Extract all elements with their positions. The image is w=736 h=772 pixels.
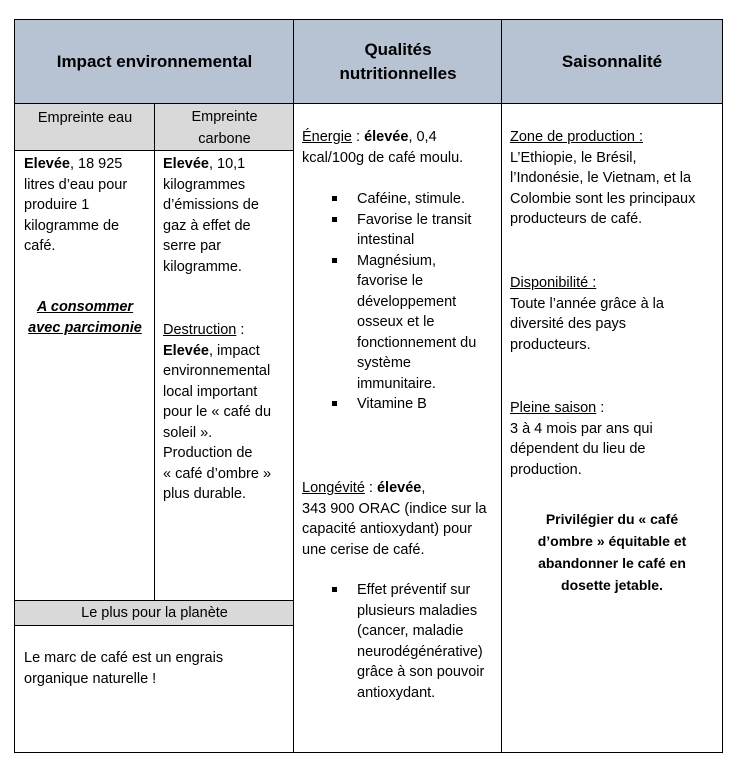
bullet-text: Caféine, stimule. bbox=[357, 191, 465, 207]
bullet-text: neurodégénérative) bbox=[357, 643, 483, 660]
header-impact bbox=[15, 20, 294, 104]
zone-text-0: L’Ethiopie, le Brésil, bbox=[510, 149, 637, 166]
saison-conseil-3: dosette jetable. bbox=[561, 577, 663, 593]
destruction-content bbox=[163, 320, 291, 505]
eau-text-0: , 18 925 bbox=[69, 156, 123, 172]
pleine-block bbox=[510, 398, 720, 480]
bullet-text: Magnésium, bbox=[357, 252, 436, 269]
pleine-text-0: 3 à 4 mois par ans qui bbox=[510, 420, 653, 437]
carbone-bold: Elevée bbox=[163, 156, 209, 172]
zone-text-1: l’Indonésie, le Vietnam, et la bbox=[510, 170, 692, 186]
bullet-text: système bbox=[357, 355, 411, 371]
destruction-text-2: local important bbox=[163, 383, 258, 400]
carbone-text-4: serre par bbox=[163, 238, 222, 254]
carbone-text-2: d’émissions de bbox=[163, 197, 259, 213]
subheader-plus-text: Le plus pour la planète bbox=[81, 605, 228, 621]
eau-text-3: kilogramme de bbox=[24, 217, 120, 234]
longevite-bold: élevée bbox=[376, 480, 422, 496]
carbone-content bbox=[163, 154, 291, 277]
bullets1-block bbox=[357, 189, 499, 415]
divider-header bbox=[14, 103, 723, 104]
energie-rest1: , 0,4 bbox=[408, 129, 437, 145]
destruction-line-0 bbox=[163, 341, 291, 362]
carbone-text-1: kilogrammes bbox=[163, 176, 246, 193]
border-top bbox=[14, 19, 723, 20]
subheader-plus bbox=[15, 601, 294, 625]
subheader-eau-text: Empreinte eau bbox=[37, 110, 133, 126]
carbone-text-0: , 10,1 bbox=[208, 156, 246, 172]
bullet-text: plusieurs maladies bbox=[357, 602, 478, 619]
pleine-colon: : bbox=[596, 400, 605, 416]
destruction-label: Destruction bbox=[163, 322, 237, 338]
bullet-text: immunitaire. bbox=[357, 375, 436, 392]
eau-content bbox=[24, 154, 152, 257]
bullet-text: antioxydant. bbox=[357, 684, 436, 701]
subheader-eau bbox=[15, 104, 155, 150]
dispo-text-0: Toute l’année grâce à la bbox=[510, 295, 664, 312]
bullet-text: osseux et le bbox=[357, 314, 435, 330]
header-saison-text: Saisonnalité bbox=[561, 52, 663, 71]
eau-text-4: café. bbox=[24, 238, 56, 254]
destruction-colon: : bbox=[236, 322, 245, 338]
bullet-item bbox=[357, 394, 499, 415]
plus-text-0: Le marc de café est un engrais bbox=[24, 650, 224, 666]
border-bottom bbox=[14, 752, 723, 753]
destruction-text-5: Production de bbox=[163, 445, 253, 461]
destruction-heading bbox=[163, 320, 291, 341]
bullet-item bbox=[357, 580, 499, 703]
bullet-item bbox=[357, 210, 499, 251]
bullet-text: Effet préventif sur bbox=[357, 582, 471, 598]
bullet-list-1 bbox=[357, 189, 499, 415]
energie-rest2: kcal/100g de café moulu. bbox=[302, 149, 464, 166]
divider-col1 bbox=[293, 19, 294, 753]
destruction-bold: Elevée bbox=[163, 342, 209, 359]
divider-subcol bbox=[154, 104, 155, 601]
longevite-colon: : bbox=[364, 480, 377, 496]
energie-bold: élevée bbox=[364, 129, 409, 145]
header-qualites-line2: nutritionnelles bbox=[339, 64, 457, 83]
longevite-line-0 bbox=[302, 478, 500, 499]
carbone-line-0 bbox=[163, 154, 291, 175]
saison-conseil-0: Privilégier du « café bbox=[545, 511, 679, 527]
bullet-text: grâce à son pouvoir bbox=[357, 664, 485, 680]
eau-conseil-line2: avec parcimonie bbox=[28, 319, 142, 336]
longevite-label: Longévité bbox=[302, 480, 365, 496]
eau-text-2: produire 1 bbox=[24, 197, 90, 213]
plus-content bbox=[24, 648, 292, 689]
longevite-block bbox=[302, 478, 500, 560]
pleine-heading bbox=[510, 398, 720, 419]
header-qualites-line1: Qualités bbox=[364, 40, 432, 59]
zone-block bbox=[510, 127, 720, 230]
divider-col2 bbox=[501, 19, 502, 753]
destruction-text-3: pour le « café du bbox=[163, 404, 272, 420]
saison-conseil bbox=[502, 508, 722, 596]
eau-text-1: litres d’eau pour bbox=[24, 176, 128, 193]
destruction-text-0: , impact bbox=[208, 342, 260, 359]
pleine-text-2: production. bbox=[510, 461, 582, 478]
bullet-text: favorise le bbox=[357, 273, 424, 289]
eau-conseil-line1: A consommer bbox=[36, 299, 134, 315]
divider-plus-top bbox=[14, 600, 294, 601]
energie-colon: : bbox=[351, 129, 365, 145]
carbone-text-3: gaz à effet de bbox=[163, 217, 251, 234]
bullet-text: (cancer, maladie bbox=[357, 623, 464, 639]
border-left bbox=[14, 19, 15, 753]
dispo-block bbox=[510, 273, 720, 355]
subheader-carbone-line1: Empreinte bbox=[191, 109, 258, 125]
energie-block bbox=[302, 127, 500, 168]
energie-line-0 bbox=[302, 127, 500, 148]
bullet-item bbox=[357, 189, 499, 210]
bullet-text: Favorise le transit bbox=[357, 211, 472, 228]
zone-text-2: Colombie sont les principaux bbox=[510, 190, 696, 207]
destruction-text-4: soleil ». bbox=[163, 424, 213, 441]
dispo-text-1: diversité des pays bbox=[510, 316, 627, 332]
longevite-text-2: une cerise de café. bbox=[302, 541, 425, 558]
longevite-text-1: capacité antioxydant) pour bbox=[302, 521, 473, 537]
eau-line-0 bbox=[24, 154, 152, 175]
bullet-item bbox=[357, 251, 499, 395]
bullet-text: Vitamine B bbox=[357, 396, 427, 412]
header-qualites bbox=[294, 20, 502, 104]
header-saison bbox=[502, 20, 722, 104]
bullet-text: développement bbox=[357, 293, 457, 310]
dispo-label: Disponibilité : bbox=[510, 275, 597, 291]
bullet-text: fonctionnement du bbox=[357, 334, 477, 351]
saison-conseil-2: abandonner le café en bbox=[538, 555, 686, 571]
zone-text-3: producteurs de café. bbox=[510, 211, 643, 227]
energie-label: Énergie bbox=[302, 129, 352, 145]
bullets2-block bbox=[357, 580, 499, 703]
destruction-text-6: « café d’ombre » bbox=[163, 465, 272, 482]
carbone-text-5: kilogramme. bbox=[163, 258, 242, 275]
pleine-text-1: dépendent du lieu de bbox=[510, 441, 646, 457]
plus-text-1: organique naturelle ! bbox=[24, 670, 157, 687]
dispo-text-2: producteurs. bbox=[510, 336, 591, 353]
eau-bold: Elevée bbox=[24, 156, 70, 172]
destruction-text-1: environnemental bbox=[163, 363, 271, 379]
pleine-label: Pleine saison bbox=[510, 400, 597, 416]
header-impact-text: Impact environnemental bbox=[56, 52, 253, 71]
longevite-text-0: 343 900 ORAC (indice sur la bbox=[302, 500, 487, 517]
bullet-list-2 bbox=[357, 580, 499, 703]
longevite-rest: , bbox=[421, 480, 426, 496]
saison-conseil-1: d’ombre » équitable et bbox=[537, 533, 687, 549]
border-right bbox=[722, 19, 723, 753]
divider-plus-bottom bbox=[14, 625, 294, 626]
bullet-text: intestinal bbox=[357, 232, 415, 248]
subheader-carbone bbox=[155, 104, 294, 150]
destruction-text-7: plus durable. bbox=[163, 486, 247, 502]
subheader-carbone-line2: carbone bbox=[198, 131, 251, 147]
eau-conseil bbox=[15, 297, 155, 338]
zone-label: Zone de production : bbox=[510, 129, 644, 145]
